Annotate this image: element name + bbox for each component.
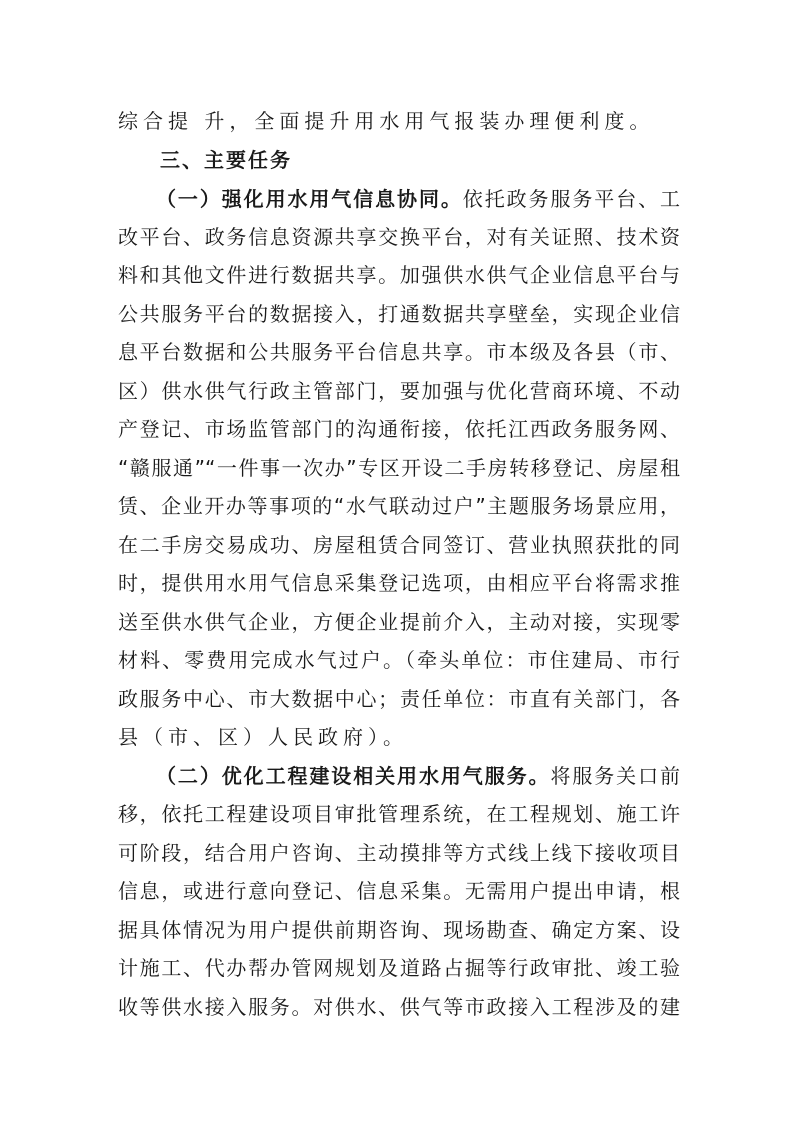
text-line: “赣服通”“一件事一次办”专区开设二手房转移登记、房屋租 bbox=[118, 456, 680, 480]
text-line: 送至供水供气企业，方便企业提前介入，主动对接，实现零 bbox=[118, 610, 680, 634]
text-line: 材料、零费用完成水气过户。（牵头单位：市住建局、市行 bbox=[118, 648, 680, 672]
text-line: 据具体情况为用户提供前期咨询、现场勘查、确定方案、设 bbox=[118, 918, 680, 942]
text-line: 区）供水供气行政主管部门，要加强与优化营商环境、不动 bbox=[118, 379, 680, 403]
text-line: 综合提 升，全面提升用水用气报装办理便利度。 bbox=[118, 109, 655, 133]
text-line: 县（市、区）人民政府）。 bbox=[118, 725, 408, 749]
paragraph-1-first-line bbox=[156, 184, 680, 214]
paragraph-1-title: （一）强化用水用气信息协同。 bbox=[156, 187, 463, 211]
text-line: 改平台、政务信息资源共享交换平台，对有关证照、技术资 bbox=[118, 225, 680, 249]
text-line: 息平台数据和公共服务平台信息共享。市本级及各县（市、 bbox=[118, 340, 680, 364]
text-line: 赁、企业开办等事项的“水气联动过户”主题服务场景应用， bbox=[118, 494, 680, 518]
text-line: 收等供水接入服务。对供水、供气等市政接入工程涉及的建 bbox=[118, 995, 680, 1019]
text-line: 移，依托工程建设项目审批管理系统，在工程规划、施工许 bbox=[118, 802, 680, 826]
paragraph-2-first-line bbox=[156, 761, 680, 791]
text-line: 时，提供用水用气信息采集登记选项，由相应平台将需求推 bbox=[118, 571, 680, 595]
text-line: 政服务中心、市大数据中心；责任单位：市直有关部门，各 bbox=[118, 687, 680, 711]
text-line: 计施工、代办帮办管网规划及道路占掘等行政审批、竣工验 bbox=[118, 956, 680, 980]
text-span: 依托政务服务平台、工 bbox=[462, 187, 681, 211]
text-span: 将服务关口前 bbox=[550, 764, 681, 788]
paragraph-2-title: （二）优化工程建设相关用水用气服务。 bbox=[156, 764, 551, 788]
text-line: 料和其他文件进行数据共享。加强供水供气企业信息平台与 bbox=[118, 263, 680, 287]
text-line: 信息，或进行意向登记、信息采集。无需用户提出申请，根 bbox=[118, 879, 680, 903]
section-heading: 三、主要任务 bbox=[160, 148, 292, 172]
text-line: 可阶段，结合用户咨询、主动摸排等方式线上线下接收项目 bbox=[118, 841, 680, 865]
text-line: 公共服务平台的数据接入，打通数据共享壁垒，实现企业信 bbox=[118, 302, 680, 326]
text-line: 产登记、市场监管部门的沟通衔接，依托江西政务服务网、 bbox=[118, 417, 680, 441]
text-line: 在二手房交易成功、房屋租赁合同签订、营业执照获批的同 bbox=[118, 533, 680, 557]
